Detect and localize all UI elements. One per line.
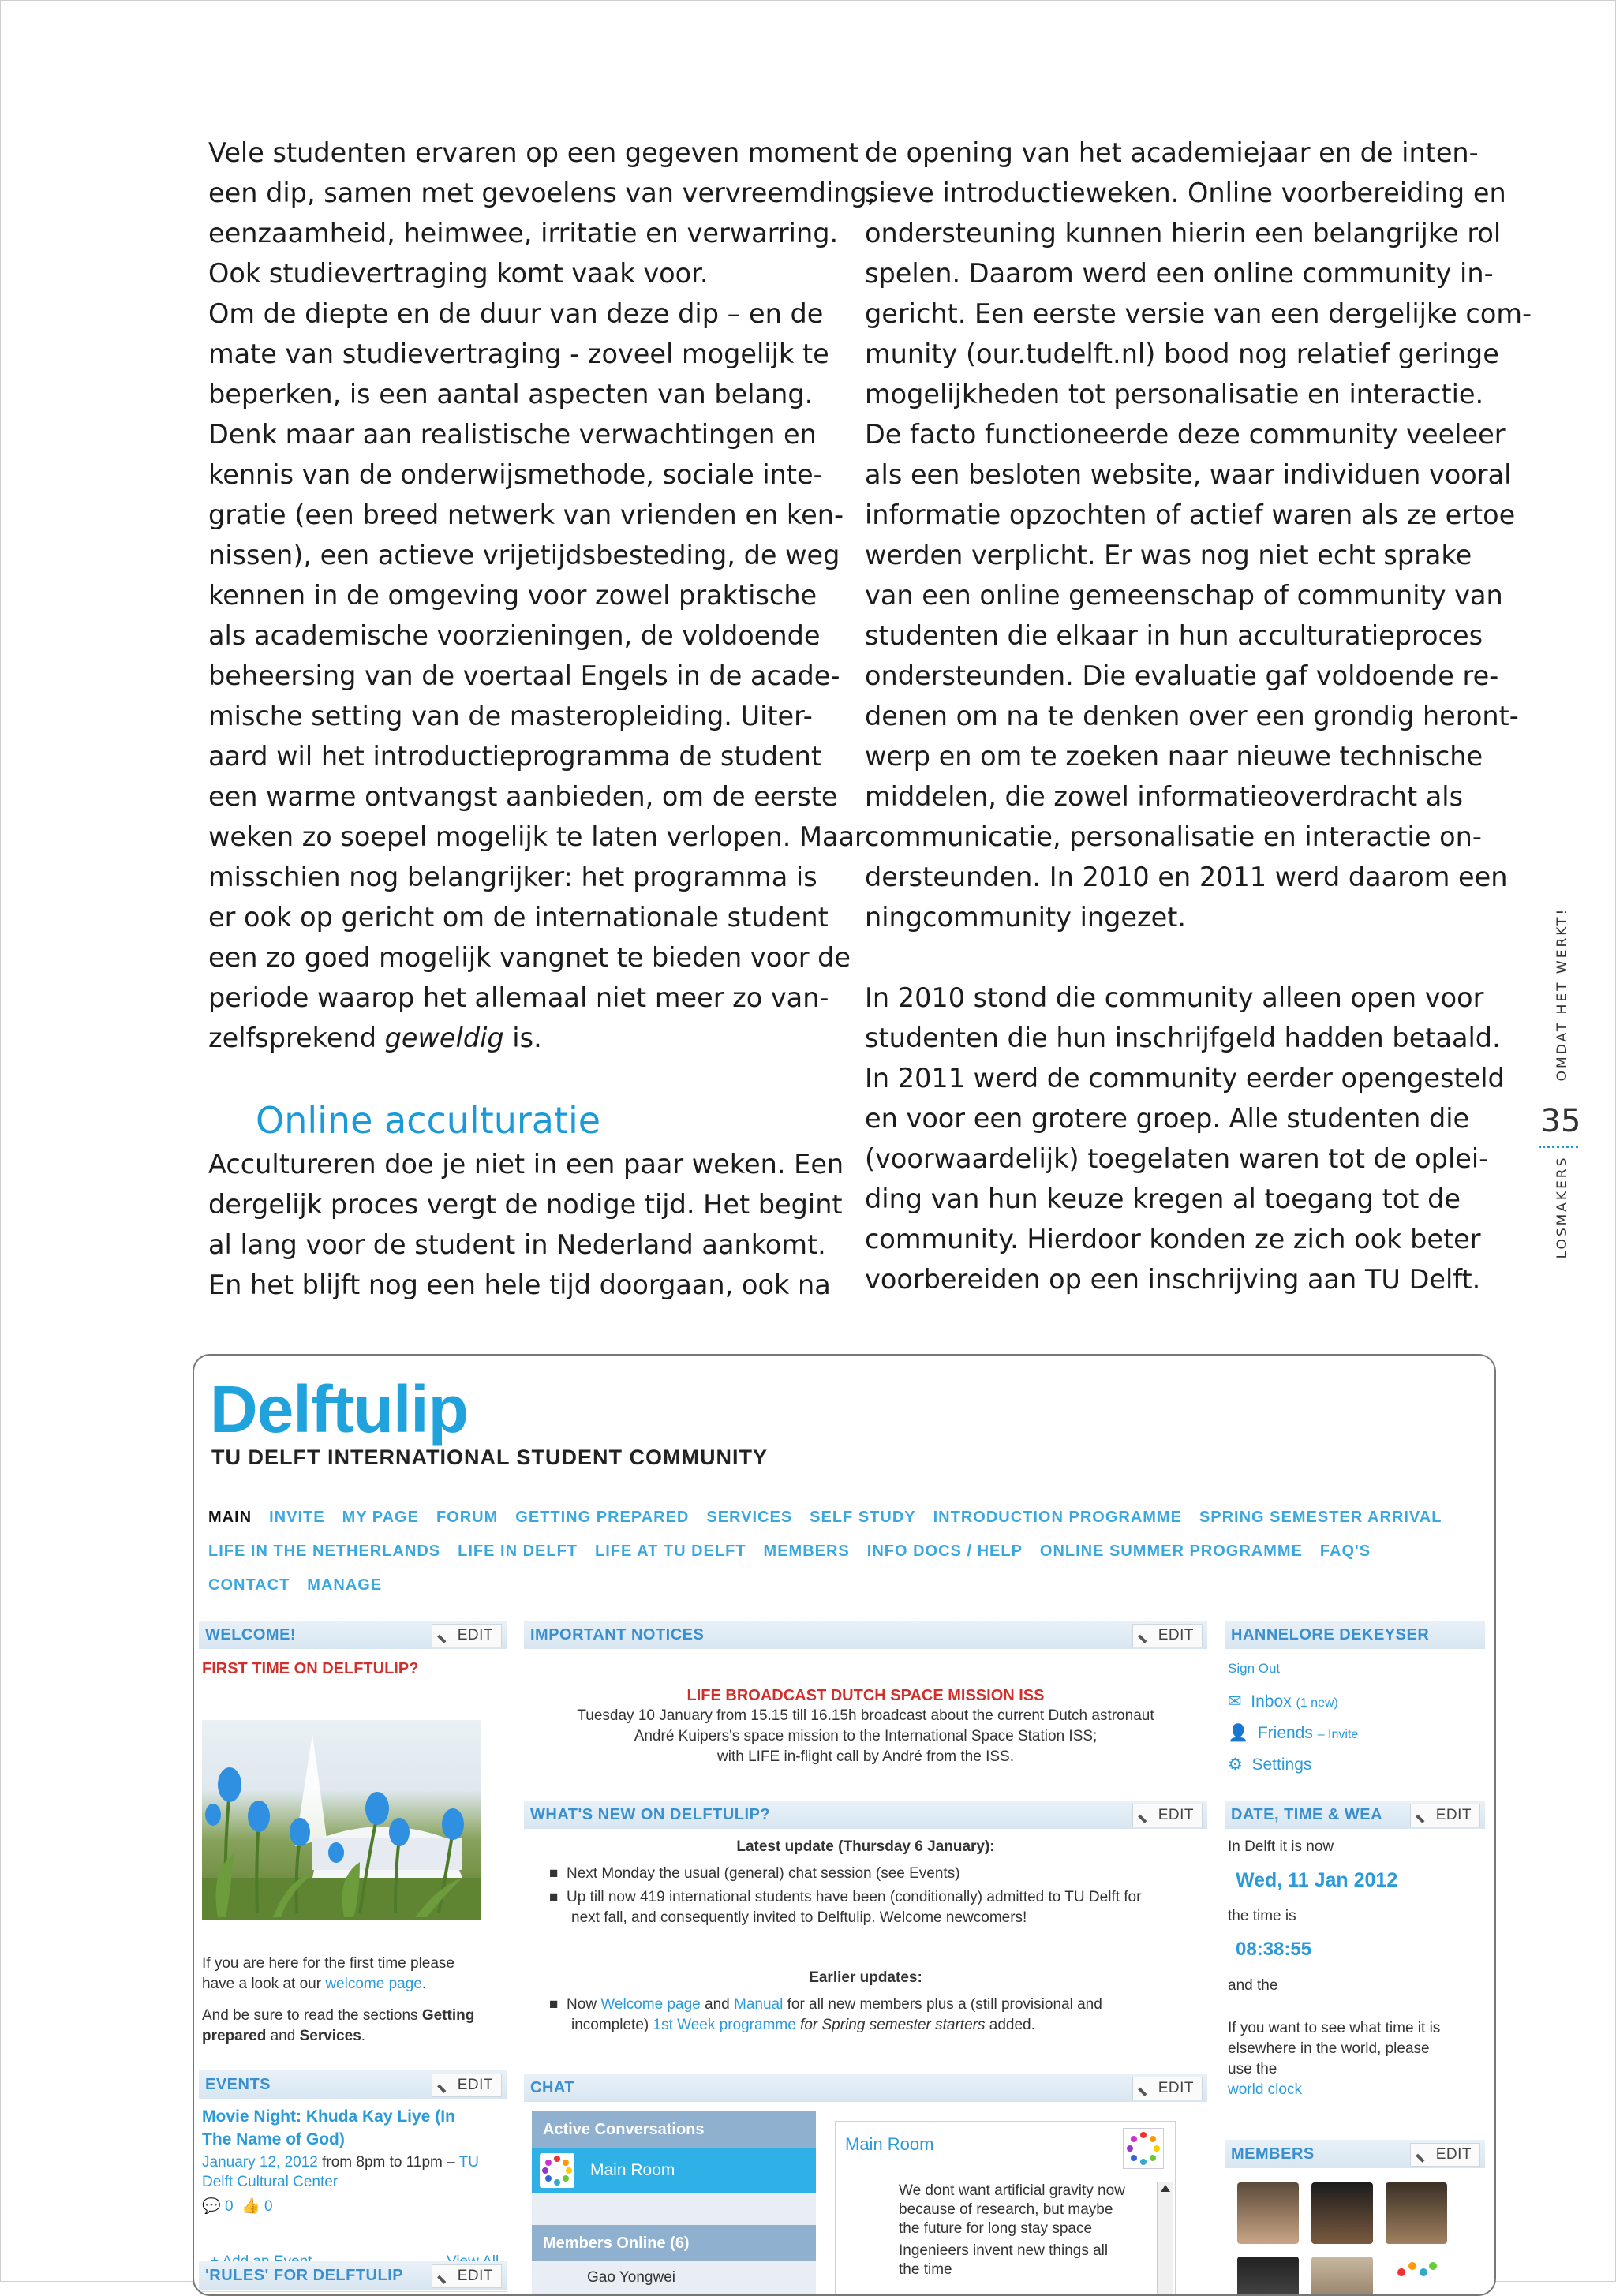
- welcome-module-header: WELCOME! EDIT: [199, 1621, 507, 1649]
- article-line: aard wil het introductieprogramma de student: [208, 741, 822, 772]
- person-icon: 👤: [1228, 1724, 1249, 1742]
- current-date: Wed, 11 Jan 2012: [1236, 1869, 1398, 1891]
- right-paragraph-1: [865, 133, 1532, 937]
- profile-module-header: HANNELORE DEKEYSER: [1225, 1621, 1485, 1649]
- article-line: weken zo soepel mogelijk te laten verlopen. Maar: [208, 821, 866, 852]
- nav-item-online-summer-programme[interactable]: ONLINE SUMMER PROGRAMME: [1039, 1543, 1303, 1560]
- event-place-link[interactable]: Delft Cultural Center: [202, 2174, 339, 2190]
- article-line: In 2011 werd de community eerder opengesteld: [865, 1063, 1505, 1094]
- list-item: ■ Now Welcome page and Manual for all new members plus a (still provisional and incomplete) 1st Week programme for Spring semester starters added.: [549, 1996, 1102, 2033]
- folio-publication: LOSMAKERS: [1554, 1155, 1570, 1259]
- room-logo-icon: [1123, 2128, 1164, 2169]
- site-subtitle: TU DELFT INTERNATIONAL STUDENT COMMUNITY: [211, 1445, 768, 1469]
- article-line: van een online gemeenschap of community van: [865, 580, 1503, 611]
- first-week-programme-link[interactable]: 1st Week programme: [653, 2017, 796, 2033]
- article-line: mische setting van de masteropleiding. Uiter-: [208, 701, 813, 731]
- emphasis: geweldig: [384, 1023, 504, 1053]
- article-line: beheersing van de voertaal Engels in de acade-: [208, 660, 840, 691]
- chat-room-title: Main Room: [845, 2134, 934, 2154]
- chat-message-1: We dont want artificial gravity now because of research, but maybe the future for long stay space: [899, 2182, 1125, 2237]
- inbox-link[interactable]: ✉ Inbox (1 new): [1228, 1692, 1338, 1711]
- time-label: the time is: [1228, 1908, 1296, 1924]
- nav-item-life-in-delft[interactable]: LIFE IN DELFT: [458, 1543, 578, 1560]
- article-line: beperken, is een aantal aspecten van belang.: [208, 379, 814, 409]
- article-line: munity (our.tudelft.nl) bood nog relatief geringe: [865, 338, 1499, 369]
- nav-item-self-study[interactable]: SELF STUDY: [810, 1509, 916, 1526]
- article-line: middelen, die zowel informatieoverdracht als: [865, 781, 1464, 812]
- sign-out-link[interactable]: Sign Out: [1228, 1661, 1281, 1676]
- pencil-icon: [1416, 1808, 1431, 1823]
- rules-edit-button[interactable]: EDIT: [432, 2264, 502, 2288]
- nav-item-manage[interactable]: MANAGE: [307, 1576, 383, 1594]
- member-avatar[interactable]: [1237, 2182, 1299, 2244]
- article-line: ningcommunity ingezet.: [865, 902, 1186, 933]
- nav-item-spring-semester-arrival[interactable]: SPRING SEMESTER ARRIVAL: [1199, 1509, 1442, 1526]
- world-clock-note: If you want to see what time it is elsewhere in the world, please use the world clock: [1228, 2020, 1441, 2098]
- article-line: kennis van de onderwijsmethode, sociale inte-: [208, 459, 823, 490]
- chat-room-panel: [835, 2121, 1176, 2296]
- article-line: eenzaamheid, heimwee, irritatie en verwarring.: [208, 218, 839, 249]
- nav-item-faq-s[interactable]: FAQ'S: [1319, 1543, 1371, 1560]
- nav-item-forum[interactable]: FORUM: [436, 1509, 499, 1526]
- scroll-up-icon[interactable]: [1161, 2185, 1170, 2192]
- article-line: periode waarop het allemaal niet meer zo van-: [208, 982, 829, 1013]
- whats-new-module-header: WHAT'S NEW ON DELFTULIP? EDIT: [524, 1801, 1207, 1829]
- article-line: communicatie, personalisatie en interactie on-: [865, 821, 1482, 852]
- pencil-icon: [437, 2077, 453, 2093]
- notices-module-header: IMPORTANT NOTICES EDIT: [524, 1621, 1207, 1649]
- chat-module-header: CHAT EDIT: [524, 2074, 1207, 2102]
- divider: [199, 2291, 507, 2292]
- profile-links: [1228, 1687, 1358, 1780]
- chat-room-main[interactable]: Main Room: [532, 2148, 816, 2193]
- article-line: misschien nog belangrijker: het programma is: [208, 862, 817, 892]
- article-line: Accultureren doe je niet in een paar weken. Een: [208, 1149, 844, 1180]
- settings-link[interactable]: ⚙ Settings: [1228, 1756, 1312, 1774]
- article-line: (voorwaardelijk) toegelaten waren tot de oplei-: [865, 1143, 1489, 1174]
- comment-icon[interactable]: 💬: [202, 2198, 221, 2215]
- friends-link[interactable]: 👤 Friends – Invite: [1228, 1724, 1359, 1742]
- event-details: January 12, 2012 from 8pm to 11pm – TU Delft Cultural Center: [202, 2154, 479, 2190]
- member-avatar[interactable]: [1311, 2182, 1373, 2244]
- nav-item-life-in-the-netherlands[interactable]: LIFE IN THE NETHERLANDS: [208, 1543, 441, 1560]
- article-line: spelen. Daarom werd een online community in-: [865, 258, 1494, 289]
- nav-item-life-at-tu-delft[interactable]: LIFE AT TU DELFT: [595, 1543, 746, 1560]
- article-left-column: [208, 133, 876, 1305]
- article-line: de opening van het academiejaar en de inten-: [865, 137, 1479, 168]
- article-line: als een besloten website, waar individuen vooral: [865, 459, 1512, 490]
- welcome-headline: FIRST TIME ON DELFTULIP?: [202, 1660, 419, 1677]
- event-reactions: 💬 0 👍 0: [202, 2198, 273, 2215]
- welcome-page-link[interactable]: welcome page: [325, 1976, 422, 1992]
- chat-message-2: Ingenieers invent new things all the time: [899, 2242, 1109, 2278]
- nav-item-my-page[interactable]: MY PAGE: [342, 1509, 419, 1526]
- welcome-text-2: And be sure to read the sections Getting prepared and Services.: [202, 2007, 475, 2044]
- article-line: Ook studievertraging komt vaak voor.: [208, 258, 709, 289]
- article-line: gratie (een breed netwerk van vrienden en ken-: [208, 499, 844, 530]
- world-clock-link[interactable]: world clock: [1228, 2081, 1302, 2098]
- current-time: 08:38:55: [1236, 1939, 1312, 1960]
- earlier-updates-heading: Earlier updates:: [809, 1969, 922, 1986]
- members-edit-button[interactable]: EDIT: [1410, 2143, 1480, 2167]
- like-icon[interactable]: 👍: [241, 2198, 260, 2215]
- article-line: dersteunden. In 2010 en 2011 werd daarom een: [865, 862, 1508, 892]
- site-logo[interactable]: Delftulip: [210, 1372, 468, 1446]
- active-conversations-tab[interactable]: Active Conversations: [532, 2111, 816, 2148]
- article-line: ondersteunden. Die evaluatie gaf voldoende re-: [865, 660, 1499, 691]
- pencil-icon: [1138, 1628, 1154, 1643]
- article-line: ondersteuning kunnen hierin een belangrijke rol: [865, 218, 1502, 249]
- welcome-edit-button[interactable]: EDIT: [432, 1624, 502, 1647]
- update-list: [549, 1864, 1212, 1928]
- article-line: mate van studievertraging - zoveel mogelijk te: [208, 338, 829, 369]
- notices-edit-button[interactable]: EDIT: [1132, 1624, 1203, 1647]
- right-paragraph-2: [865, 978, 1505, 1299]
- article-line: En het blijft nog een hele tijd doorgaan, ook na: [208, 1270, 831, 1300]
- nav-item-getting-prepared[interactable]: GETTING PREPARED: [515, 1509, 690, 1526]
- invite-link[interactable]: – Invite: [1317, 1728, 1359, 1741]
- main-navigation: [208, 1501, 1487, 1602]
- welcome-text-1: If you are here for the first time please have a look at our welcome page.: [202, 1955, 454, 1992]
- nav-item-main[interactable]: MAIN: [208, 1509, 252, 1526]
- member-avatar[interactable]: [1386, 2257, 1447, 2296]
- rules-module-header: 'RULES' FOR DELFTULIP EDIT: [199, 2261, 507, 2290]
- pencil-icon: [437, 1628, 453, 1643]
- article-line: informatie opzochten of actief waren als ze ertoe: [865, 499, 1516, 530]
- events-edit-button[interactable]: EDIT: [432, 2074, 502, 2097]
- notice-body: LIFE BROADCAST DUTCH SPACE MISSION ISS Tuesday 10 January from 15.15 till 16.15h broadcast about the current Dutch astronaut André Kuipers's space mission to the International Space Station ISS; with LIFE in-flight call by André from the ISS.: [524, 1685, 1207, 1767]
- article-line: denen om na te denken over een grondig heront-: [865, 701, 1519, 731]
- left-paragraph-2: [208, 1144, 844, 1305]
- members-module-header: MEMBERS EDIT: [1225, 2140, 1485, 2168]
- datetime-module-header: DATE, TIME & WEA EDIT: [1225, 1801, 1485, 1829]
- tulip-illustration: [202, 1720, 481, 1920]
- datetime-edit-button[interactable]: EDIT: [1410, 1804, 1480, 1827]
- section-heading: Online acculturatie: [256, 1099, 601, 1142]
- nav-item-invite[interactable]: INVITE: [269, 1509, 325, 1526]
- list-item: ■ Up till now 419 international students have been (conditionally) admitted to TU Delft for next fall, and consequently invited to Delftulip. Welcome newcomers!: [549, 1889, 1142, 1926]
- list-item: ■ Next Monday the usual (general) chat session (see Events): [549, 1865, 960, 1882]
- left-paragraph: [208, 133, 876, 1018]
- article-line: werden verplicht. Er was nog niet echt sprake: [865, 540, 1472, 570]
- article-line: werp en om te zoeken naar nieuwe technische: [865, 741, 1483, 772]
- folio-section-title: OMDAT HET WERKT!: [1554, 907, 1570, 1082]
- article-line: mogelijkheden tot personalisatie en interactie.: [865, 379, 1484, 409]
- article-line: dergelijk proces vergt de nodige tijd. Het begint: [208, 1189, 843, 1220]
- nav-item-services[interactable]: SERVICES: [706, 1509, 793, 1526]
- members-online-tab[interactable]: Members Online (6): [532, 2225, 816, 2261]
- pencil-icon: [1416, 2147, 1431, 2163]
- article-line: studenten die hun inschrijfgeld hadden betaald.: [865, 1023, 1501, 1053]
- nav-item-info-docs-help[interactable]: INFO DOCS / HELP: [866, 1543, 1023, 1560]
- article-line: nissen), een actieve vrijetijdsbesteding, de weg: [208, 540, 840, 570]
- article-line: Denk maar aan realistische verwachtingen en: [208, 419, 817, 450]
- article-line: studenten die elkaar in hun acculturatieproces: [865, 620, 1483, 651]
- welcome-page-link-2[interactable]: Welcome page: [600, 1996, 701, 2013]
- article-line: al lang voor de student in Nederland aankomt.: [208, 1229, 826, 1260]
- and-the-label: and the: [1228, 1977, 1278, 1994]
- member-avatar[interactable]: [1311, 2257, 1373, 2296]
- room-icon: [540, 2153, 574, 2188]
- manual-link[interactable]: Manual: [734, 1996, 784, 2013]
- article-line: als academische voorzieningen, de voldoende: [208, 620, 821, 651]
- latest-update-heading: Latest update (Thursday 6 January):: [736, 1838, 995, 1855]
- chat-edit-button[interactable]: EDIT: [1132, 2077, 1203, 2100]
- whats-new-edit-button[interactable]: EDIT: [1132, 1804, 1203, 1827]
- article-line: De facto functioneerde deze community veeleer: [865, 419, 1506, 450]
- event-title-link[interactable]: Movie Night: Khuda Kay Liye (In The Name of God): [202, 2107, 455, 2148]
- nav-item-introduction-programme[interactable]: INTRODUCTION PROGRAMME: [933, 1509, 1182, 1526]
- article-right-column: [865, 133, 1532, 1299]
- article-line: een warme ontvangst aanbieden, om de eerste: [208, 781, 838, 812]
- page-number: 35: [1540, 1103, 1581, 1139]
- member-avatar[interactable]: [1237, 2257, 1299, 2296]
- member-avatar[interactable]: [1386, 2182, 1447, 2244]
- pencil-icon: [1138, 1808, 1154, 1823]
- article-line: gericht. Een eerste versie van een dergelijke com-: [865, 298, 1532, 329]
- pencil-icon: [1138, 2081, 1154, 2096]
- nav-item-members[interactable]: MEMBERS: [763, 1543, 850, 1560]
- article-line: een dip, samen met gevoelens van vervreemding,: [208, 178, 876, 208]
- article-line: voorbereiden op een inschrijving aan TU Delft.: [865, 1264, 1481, 1295]
- online-member[interactable]: Gao Yongwei: [587, 2269, 675, 2286]
- nav-item-contact[interactable]: CONTACT: [208, 1576, 290, 1594]
- page-number-underline: [1539, 1146, 1578, 1148]
- tulip-photo: [202, 1720, 481, 1920]
- article-line: In 2010 stond die community alleen open voor: [865, 982, 1484, 1013]
- article-line: ding van hun keuze kregen al toegang tot de: [865, 1184, 1461, 1214]
- gear-icon: ⚙: [1228, 1756, 1243, 1774]
- article-line: er ook op gericht om de internationale student: [208, 902, 829, 933]
- article-line: zelfsprekend geweldig is.: [208, 1023, 542, 1053]
- delftulip-screenshot: [193, 1354, 1496, 2296]
- article-line: een zo goed mogelijk vangnet te bieden voor de: [208, 942, 851, 973]
- datetime-intro: In Delft it is now: [1228, 1838, 1334, 1855]
- article-line: Vele studenten ervaren op een gegeven moment: [208, 137, 859, 168]
- events-module-header: EVENTS EDIT: [199, 2070, 507, 2099]
- article-line: sieve introductieweken. Online voorbereiding en: [865, 178, 1506, 208]
- article-line: Om de diepte en de duur van deze dip – en de: [208, 298, 824, 329]
- article-line: kennen in de omgeving voor zowel praktische: [208, 580, 817, 611]
- notice-headline: LIFE BROADCAST DUTCH SPACE MISSION ISS: [686, 1687, 1045, 1704]
- chat-sidebar: [532, 2111, 816, 2296]
- article-line: en voor een grotere groep. Alle studenten die: [865, 1103, 1470, 1134]
- chat-scrollbar[interactable]: [1157, 2182, 1173, 2296]
- envelope-icon: ✉: [1228, 1692, 1242, 1711]
- article-line: community. Hierdoor konden ze zich ook beter: [865, 1224, 1481, 1255]
